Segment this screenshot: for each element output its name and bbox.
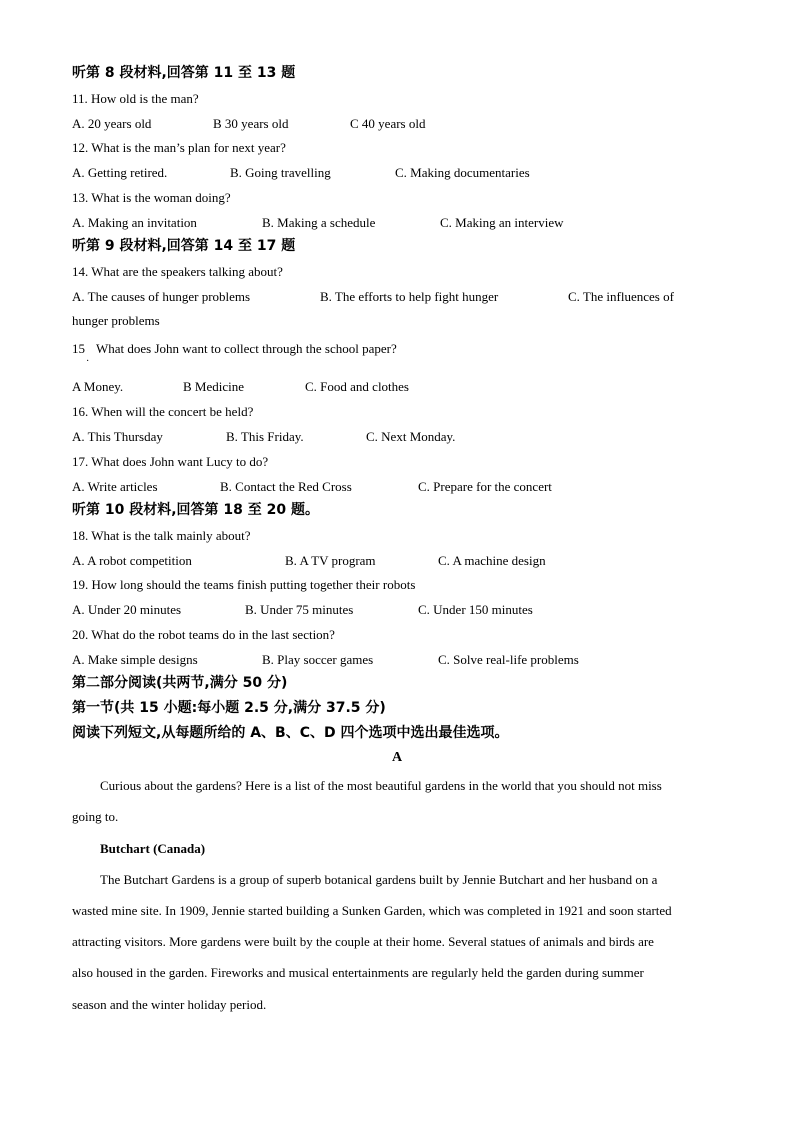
option-a: A. Under 20 minutes bbox=[72, 602, 182, 617]
garden-title: Butchart (Canada) bbox=[100, 841, 206, 856]
option-a: A. 20 years old bbox=[72, 116, 152, 131]
options-20 bbox=[72, 652, 722, 668]
option-b: B. The efforts to help fight hunger bbox=[320, 289, 499, 304]
paragraph-line-3: attracting visitors. More gardens were built by the couple at their home. Several statues of animals and birds are bbox=[72, 934, 654, 949]
question-13: 13. What is the woman doing? bbox=[72, 190, 231, 205]
paragraph-line-2: wasted mine site. In 1909, Jennie started building a Sunken Garden, which was completed in 1921 and soon started bbox=[72, 903, 672, 918]
option-a: A. A robot competition bbox=[72, 553, 192, 568]
options-16 bbox=[72, 429, 722, 445]
question-17: 17. What does John want Lucy to do? bbox=[72, 454, 269, 469]
option-b: B Medicine bbox=[183, 379, 245, 394]
option-a: A. The causes of hunger problems bbox=[72, 289, 251, 304]
option-c-continued: hunger problems bbox=[72, 313, 160, 328]
option-c: C. Making an interview bbox=[440, 215, 564, 230]
question-number: 15 bbox=[72, 341, 85, 356]
section-header-10: 听第 10 段材料,回答第 18 至 20 题。 bbox=[72, 502, 320, 518]
question-19: 19. How long should the teams finish putting together their robots bbox=[72, 577, 416, 592]
options-19 bbox=[72, 602, 722, 618]
part2-instruction: 阅读下列短文,从每题所给的 A、B、C、D 四个选项中选出最佳选项。 bbox=[72, 725, 509, 741]
options-14 bbox=[72, 289, 722, 305]
option-c: C. Next Monday. bbox=[366, 429, 456, 444]
option-b: B. Contact the Red Cross bbox=[220, 479, 352, 494]
stray-dot: · bbox=[86, 356, 90, 367]
option-c: C. Prepare for the concert bbox=[418, 479, 552, 494]
question-16: 16. When will the concert be held? bbox=[72, 404, 254, 419]
question-text: What does John want to collect through the school paper? bbox=[96, 341, 397, 356]
option-b: B. Under 75 minutes bbox=[245, 602, 354, 617]
section-header-8: 听第 8 段材料,回答第 11 至 13 题 bbox=[72, 65, 296, 81]
options-15 bbox=[72, 379, 722, 395]
option-c: C. A machine design bbox=[438, 553, 546, 568]
option-c: C 40 years old bbox=[350, 116, 426, 131]
option-b: B. A TV program bbox=[285, 553, 376, 568]
option-c: C. Making documentaries bbox=[395, 165, 530, 180]
option-a: A. Getting retired. bbox=[72, 165, 168, 180]
options-17 bbox=[72, 479, 722, 495]
option-a: A. This Thursday bbox=[72, 429, 163, 444]
paragraph-line-5: season and the winter holiday period. bbox=[72, 997, 267, 1012]
question-15 bbox=[72, 341, 722, 357]
option-b: B. Going travelling bbox=[230, 165, 331, 180]
option-b: B. This Friday. bbox=[226, 429, 304, 444]
option-a: A. Make simple designs bbox=[72, 652, 198, 667]
paragraph-line-4: also housed in the garden. Fireworks and musical entertainments are regularly held the garden during summer bbox=[72, 965, 644, 980]
option-a: A. Write articles bbox=[72, 479, 158, 494]
part2-section1: 第一节(共 15 小题:每小题 2.5 分,满分 37.5 分) bbox=[72, 700, 386, 716]
paragraph-line-1: The Butchart Gardens is a group of superb botanical gardens built by Jennie Butchart and her husband on a bbox=[100, 872, 658, 887]
option-b: B 30 years old bbox=[213, 116, 289, 131]
option-c: C. Solve real-life problems bbox=[438, 652, 579, 667]
question-11: 11. How old is the man? bbox=[72, 91, 199, 106]
option-b: B. Play soccer games bbox=[262, 652, 374, 667]
part2-title: 第二部分阅读(共两节,满分 50 分) bbox=[72, 675, 288, 691]
question-20: 20. What do the robot teams do in the last section? bbox=[72, 627, 335, 642]
question-12: 12. What is the man’s plan for next year? bbox=[72, 140, 286, 155]
option-c: C. Food and clothes bbox=[305, 379, 409, 394]
options-13 bbox=[72, 215, 722, 231]
option-c: C. Under 150 minutes bbox=[418, 602, 533, 617]
section-header-9: 听第 9 段材料,回答第 14 至 17 题 bbox=[72, 238, 296, 254]
question-14: 14. What are the speakers talking about? bbox=[72, 264, 283, 279]
intro-line-1: Curious about the gardens? Here is a list of the most beautiful gardens in the world that you should not miss bbox=[100, 778, 662, 793]
option-a: A Money. bbox=[72, 379, 124, 394]
question-18: 18. What is the talk mainly about? bbox=[72, 528, 251, 543]
options-11 bbox=[72, 116, 722, 132]
passage-letter: A bbox=[391, 750, 403, 765]
options-12 bbox=[72, 165, 722, 181]
options-18 bbox=[72, 553, 722, 569]
intro-line-2: going to. bbox=[72, 809, 119, 824]
option-a: A. Making an invitation bbox=[72, 215, 197, 230]
option-c: C. The influences of bbox=[568, 289, 674, 304]
option-b: B. Making a schedule bbox=[262, 215, 376, 230]
